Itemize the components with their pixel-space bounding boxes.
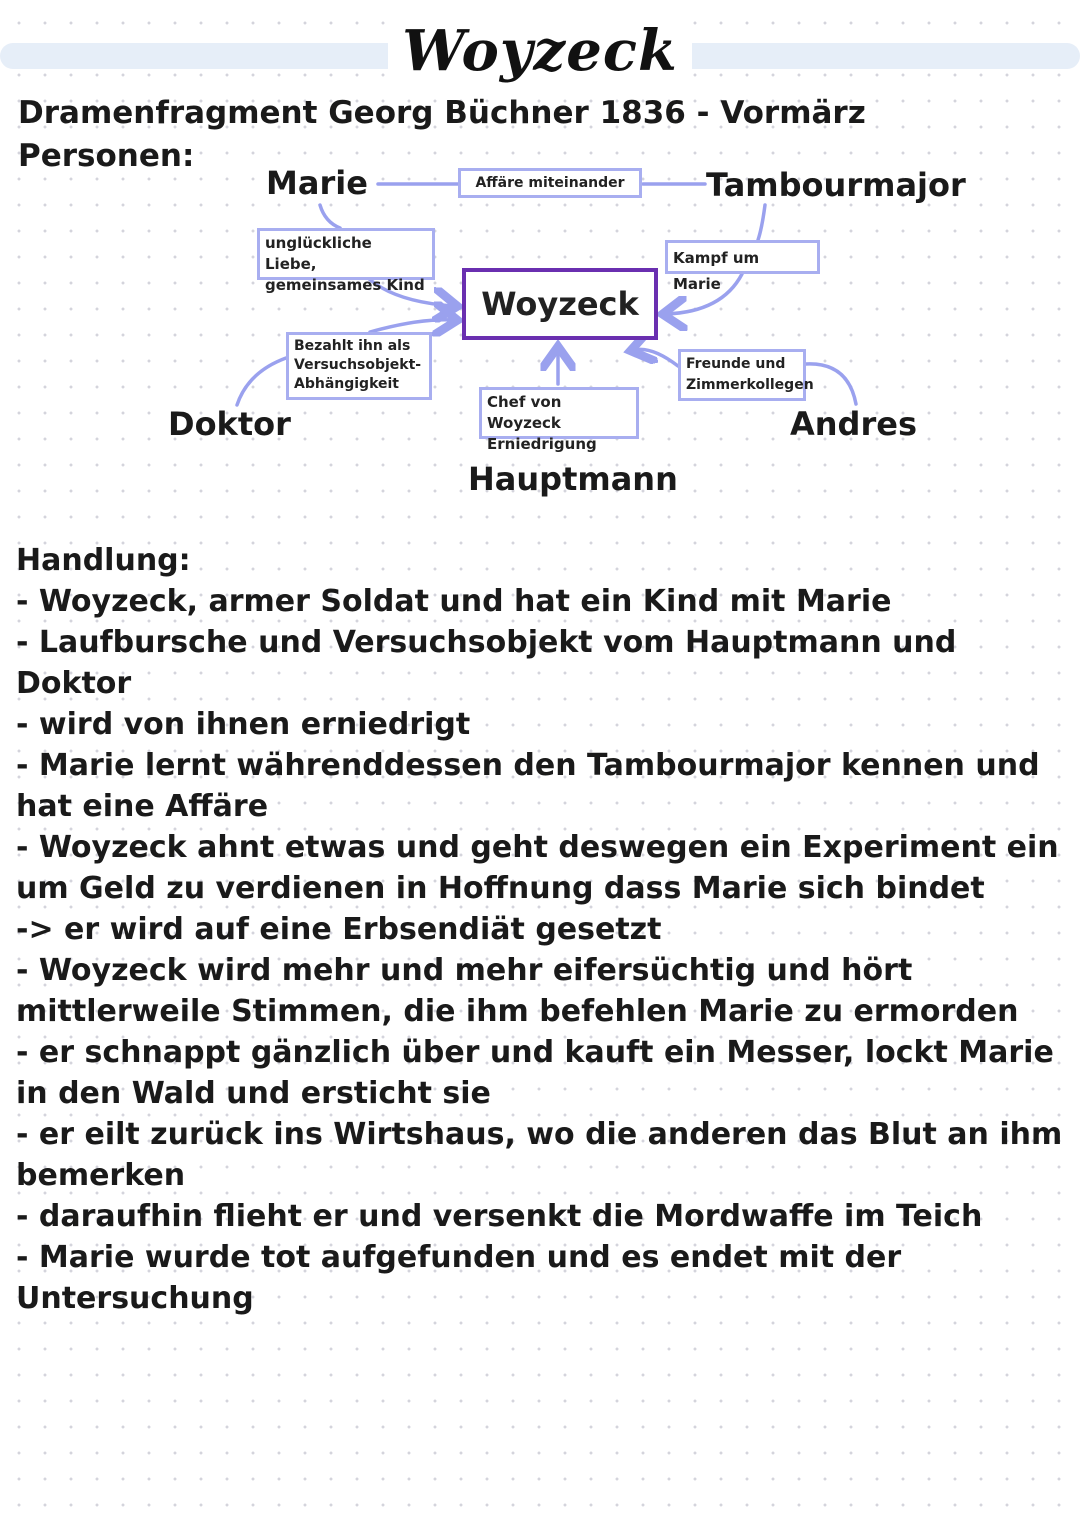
handlung-line-1: - Woyzeck, armer Soldat und hat ein Kind mit Marie [16, 584, 892, 619]
arrow-andres-woyzeck [634, 349, 678, 366]
relation-versuch-line2: Versuchsobjekt- [294, 357, 422, 373]
personen-label: Personen: [18, 138, 195, 174]
handlung-section [16, 540, 1066, 1319]
relation-versuch-line3: Abhängigkeit [294, 376, 399, 392]
page-title-text: Woyzeck [388, 18, 692, 84]
relation-chef-line2: Erniedrigung [487, 435, 597, 453]
relation-chef-line1: Chef von Woyzeck [487, 393, 562, 432]
person-hauptmann: Hauptmann [468, 460, 678, 498]
handlung-line-6: -> er wird auf eine Erbsendiät gesetzt [16, 912, 662, 947]
arrow-tambourmajor-box [758, 205, 765, 240]
handlung-line-3: - wird von ihnen erniedrigt [16, 707, 471, 742]
handlung-label: Handlung: [16, 543, 191, 578]
handlung-line-2: - Laufbursche und Versuchsobjekt vom Hauptmann und Doktor [16, 625, 957, 701]
person-marie: Marie [266, 164, 368, 202]
relation-unglueckliche-liebe [257, 228, 435, 294]
arrow-marie-box [320, 205, 340, 228]
relation-versuchsobjekt [286, 332, 432, 400]
center-woyzeck-label: Woyzeck [481, 285, 639, 323]
center-woyzeck [462, 268, 658, 340]
handlung-line-9: - er eilt zurück ins Wirtshaus, wo die anderen das Blut an ihm bemerken [16, 1117, 1063, 1193]
person-doktor: Doktor [168, 405, 291, 443]
handlung-line-8: - er schnappt gänzlich über und kauft ein Messer, lockt Marie in den Wald und ersticht sie [16, 1035, 1054, 1111]
relation-liebe-line2: gemeinsames Kind [265, 276, 425, 294]
relation-liebe-line1: unglückliche Liebe, [265, 234, 372, 273]
handlung-line-11: - Marie wurde tot aufgefunden und es endet mit der Untersuchung [16, 1240, 902, 1316]
relation-affaere-text: Affäre miteinander [475, 175, 625, 191]
relation-kampf-text: Kampf um Marie [673, 249, 760, 293]
handlung-line-10: - daraufhin flieht er und versenkt die Mordwaffe im Teich [16, 1199, 983, 1234]
person-tambourmajor: Tambourmajor [706, 166, 966, 204]
arrow-doktor-woyzeck [370, 320, 454, 332]
relation-chef [479, 387, 639, 453]
handlung-line-4: - Marie lernt währenddessen den Tambourmajor kennen und hat eine Affäre [16, 748, 1040, 824]
relation-versuch-line1: Bezahlt ihn als [294, 338, 411, 354]
relation-freunde [678, 349, 814, 401]
arrow-doktor-box [237, 358, 286, 405]
relation-affaere [458, 168, 642, 198]
relation-freunde-line2: Zimmerkollegen [686, 377, 814, 393]
handlung-line-5: - Woyzeck ahnt etwas und geht deswegen ein Experiment ein um Geld zu verdienen in Hoffnung dass Marie sich bindet [16, 830, 1059, 906]
relation-kampf-um-marie [665, 240, 820, 293]
person-andres: Andres [790, 405, 917, 443]
relation-freunde-line1: Freunde und [686, 356, 786, 372]
subtitle: Dramenfragment Georg Büchner 1836 - Vormärz [18, 95, 866, 131]
handlung-line-7: - Woyzeck wird mehr und mehr eifersüchtig und hört mittlerweile Stimmen, die ihm befehlen Marie zu ermorden [16, 953, 1019, 1029]
